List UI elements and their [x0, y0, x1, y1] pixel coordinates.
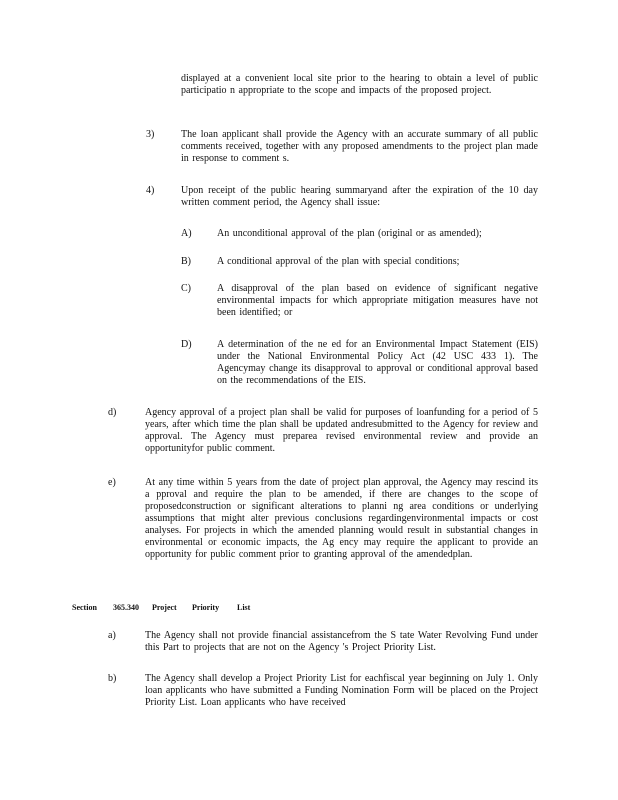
continued-paragraph: displayed at a convenient local site prior to the hearing to obtain a level of public participatio n appropriate to the scope and impacts of the proposed project. — [181, 73, 538, 96]
item-d-label: d) — [108, 407, 117, 418]
item-D-text: A determination of the ne ed for an Environmental Impact Statement (EIS) under the National Environmental Policy Act (42 USC 433 1). The Agencymay change its disapproval to approval or conditional approval based on the recommendations of the EIS. — [217, 339, 538, 386]
item-e-label: e) — [108, 477, 116, 488]
item-A-text: An unconditional approval of the plan (original or as amended); — [217, 228, 482, 239]
section-title-word-3: List — [237, 603, 251, 612]
item-4-text: Upon receipt of the public hearing summaryand after the expiration of the 10 day written comment period, the Agency shall issue: — [181, 185, 538, 208]
item-B-label: B) — [181, 256, 191, 267]
item-b-text: The Agency shall develop a Project Priority List for eachfiscal year beginning on July 1. Only loan applicants who have submitted a Funding Nomination Form will be placed on the Project Priority List. Loan applicants who have received — [145, 673, 538, 708]
section-title-word-2: Priority — [192, 603, 220, 612]
item-a-label: a) — [108, 630, 116, 641]
item-3-label: 3) — [146, 129, 155, 140]
item-C-text: A disapproval of the plan based on evidence of significant negative environmental impacts for which appropriate mitigation measures have not been identified; or — [217, 283, 538, 318]
item-4-label: 4) — [146, 185, 155, 196]
item-e-text: At any time within 5 years from the date of project plan approval, the Agency may rescind its a pproval and require the plan to be amended, if there are changes to the scope of proposedconstruction or significant alterations to planni ng area conditions or underlying assumptions that might alter previous conclusions regardingenvironmental impacts or cost analyses. For projects in which the amended planning would result in substantial changes in environmental or economic impacts, the Ag ency may require the applicant to provide an opportunity for public comment prior to granting approval of the amendedplan. — [145, 477, 538, 560]
item-B-text: A conditional approval of the plan with special conditions; — [217, 256, 460, 267]
item-3-text: The loan applicant shall provide the Agency with an accurate summary of all public comments received, together with any proposed amendments to the project plan made in response to comment s. — [181, 129, 538, 164]
item-d-text: Agency approval of a project plan shall be valid for purposes of loanfunding for a period of 5 years, after which time the plan shall be updated andresubmitted to the Agency for review and approval. The Agency must preparea revised environmental review and provide an opportunityfor public comment. — [145, 407, 538, 454]
item-b-label: b) — [108, 673, 117, 684]
item-A-label: A) — [181, 228, 192, 239]
section-title-word-1: Project — [152, 603, 177, 612]
item-a-text: The Agency shall not provide financial assistancefrom the S tate Water Revolving Fund under this Part to projects that are not on the Agency 's Project Priority List. — [145, 630, 538, 653]
item-C-label: C) — [181, 283, 191, 294]
item-D-label: D) — [181, 339, 192, 350]
section-number: 365.340 — [113, 603, 139, 612]
section-word: Section — [72, 603, 97, 612]
